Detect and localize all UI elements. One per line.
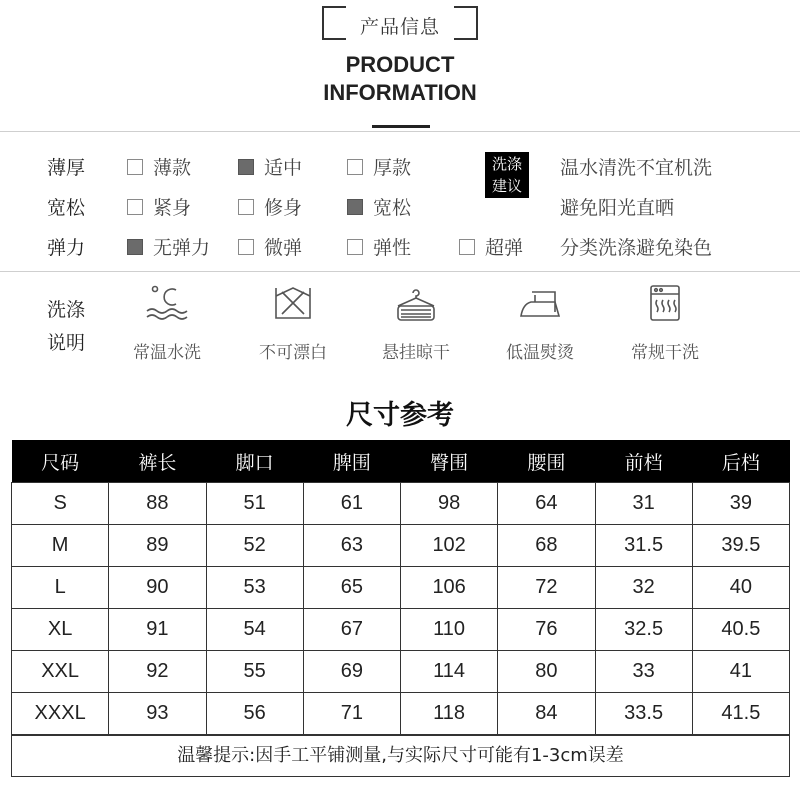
option-no-stretch: 无弹力 xyxy=(127,233,210,260)
table-cell: L xyxy=(12,567,109,609)
checkbox-checked xyxy=(347,199,363,215)
table-cell: 90 xyxy=(109,567,206,609)
table-cell: 67 xyxy=(303,609,400,651)
table-cell: XL xyxy=(12,609,109,651)
table-cell: 39.5 xyxy=(692,525,789,567)
header-back-rise: 后档 xyxy=(692,440,789,483)
table-cell: 54 xyxy=(206,609,303,651)
option-tight: 紧身 xyxy=(127,193,191,220)
table-cell: 106 xyxy=(401,567,498,609)
table-cell: 55 xyxy=(206,651,303,693)
checkbox xyxy=(347,239,363,255)
section-title-en-line2: INFORMATION xyxy=(323,80,477,105)
attr-label-stretch: 弹力 xyxy=(47,237,86,259)
table-cell: 33 xyxy=(595,651,692,693)
care-item-low-iron xyxy=(490,284,590,363)
divider xyxy=(0,271,800,272)
size-table xyxy=(11,440,790,735)
title-underline xyxy=(372,125,430,128)
option-slight-stretch: 微弹 xyxy=(238,233,302,260)
section-title-box xyxy=(322,6,478,40)
table-cell: 53 xyxy=(206,567,303,609)
table-cell: 93 xyxy=(109,693,206,735)
table-cell: 102 xyxy=(401,525,498,567)
hang-dry-icon xyxy=(393,284,439,324)
wash-advice-line: 温水清洗不宜机洗 xyxy=(560,157,713,179)
table-cell: 114 xyxy=(401,651,498,693)
table-cell: 118 xyxy=(401,693,498,735)
table-cell: 110 xyxy=(401,609,498,651)
table-cell: 72 xyxy=(498,567,595,609)
table-cell: XXL xyxy=(12,651,109,693)
attr-label-thickness: 薄厚 xyxy=(47,157,86,179)
section-title-cn: 产品信息 xyxy=(359,16,440,38)
table-cell: 98 xyxy=(401,483,498,525)
table-cell: 52 xyxy=(206,525,303,567)
checkbox-checked xyxy=(238,159,254,175)
option-loose: 宽松 xyxy=(347,193,411,220)
care-item-no-bleach xyxy=(243,284,343,363)
option-thin: 薄款 xyxy=(127,153,191,180)
care-item-hang-dry xyxy=(366,284,466,363)
table-row xyxy=(12,651,790,693)
header-size: 尺码 xyxy=(12,440,109,483)
header-waist: 腰围 xyxy=(498,440,595,483)
wash-advice-line: 避免阳光直晒 xyxy=(560,197,675,219)
table-cell: 41 xyxy=(692,651,789,693)
table-cell: M xyxy=(12,525,109,567)
section-title-en-line1: PRODUCT xyxy=(345,52,455,77)
table-row xyxy=(12,567,790,609)
low-temp-iron-icon xyxy=(517,284,563,324)
header-front-rise: 前档 xyxy=(595,440,692,483)
table-row xyxy=(12,525,790,567)
wash-advice-tag: 洗涤 建议 xyxy=(485,152,529,198)
option-thick: 厚款 xyxy=(347,153,411,180)
table-cell: 56 xyxy=(206,693,303,735)
table-cell: 39 xyxy=(692,483,789,525)
table-cell: 63 xyxy=(303,525,400,567)
option-stretch: 弹性 xyxy=(347,233,411,260)
checkbox xyxy=(459,239,475,255)
option-super-stretch: 超弹 xyxy=(459,233,523,260)
option-slim: 修身 xyxy=(238,193,302,220)
table-cell: 33.5 xyxy=(595,693,692,735)
table-cell: 69 xyxy=(303,651,400,693)
table-cell: 32.5 xyxy=(595,609,692,651)
checkbox xyxy=(347,159,363,175)
table-cell: 31.5 xyxy=(595,525,692,567)
table-cell: 84 xyxy=(498,693,595,735)
table-row xyxy=(12,693,790,735)
wash-advice-line: 分类洗涤避免染色 xyxy=(560,237,713,259)
table-cell: 40.5 xyxy=(692,609,789,651)
table-cell: 88 xyxy=(109,483,206,525)
table-cell: 41.5 xyxy=(692,693,789,735)
header-thigh: 脾围 xyxy=(303,440,400,483)
no-bleach-icon xyxy=(272,284,314,324)
table-cell: 68 xyxy=(498,525,595,567)
checkbox xyxy=(238,199,254,215)
checkbox-checked xyxy=(127,239,143,255)
table-cell: 91 xyxy=(109,609,206,651)
normal-temp-wash-icon xyxy=(144,284,190,324)
checkbox xyxy=(127,159,143,175)
table-cell: 51 xyxy=(206,483,303,525)
care-item-normal-wash xyxy=(117,284,217,363)
checkbox xyxy=(127,199,143,215)
size-chart-title: 尺寸参考 xyxy=(346,400,454,431)
table-cell: 71 xyxy=(303,693,400,735)
table-cell: 32 xyxy=(595,567,692,609)
size-table-header-row xyxy=(12,440,790,483)
table-row xyxy=(12,609,790,651)
table-cell: XXXL xyxy=(12,693,109,735)
measurement-note: 温馨提示:因手工平铺测量,与实际尺寸可能有1-3cm误差 xyxy=(11,735,790,777)
dry-clean-icon xyxy=(646,284,684,324)
table-cell: 92 xyxy=(109,651,206,693)
care-item-label: 常温水洗 xyxy=(133,343,201,363)
care-label: 洗涤 说明 xyxy=(47,299,86,354)
table-cell: 40 xyxy=(692,567,789,609)
care-item-label: 常规干洗 xyxy=(631,343,699,363)
table-cell: 89 xyxy=(109,525,206,567)
table-cell: 64 xyxy=(498,483,595,525)
attr-label-fit: 宽松 xyxy=(47,197,86,219)
table-cell: 80 xyxy=(498,651,595,693)
table-cell: 61 xyxy=(303,483,400,525)
care-item-dry-clean xyxy=(615,284,715,363)
table-cell: 76 xyxy=(498,609,595,651)
header-hip: 臀围 xyxy=(401,440,498,483)
table-cell: 31 xyxy=(595,483,692,525)
care-item-label: 不可漂白 xyxy=(259,343,327,363)
checkbox xyxy=(238,239,254,255)
header-hem: 脚口 xyxy=(206,440,303,483)
care-item-label: 低温熨烫 xyxy=(506,343,574,363)
care-item-label: 悬挂晾干 xyxy=(382,343,450,363)
table-cell: S xyxy=(12,483,109,525)
table-cell: 65 xyxy=(303,567,400,609)
divider xyxy=(0,131,800,132)
header-length: 裤长 xyxy=(109,440,206,483)
option-medium: 适中 xyxy=(238,153,302,180)
table-row xyxy=(12,483,790,525)
